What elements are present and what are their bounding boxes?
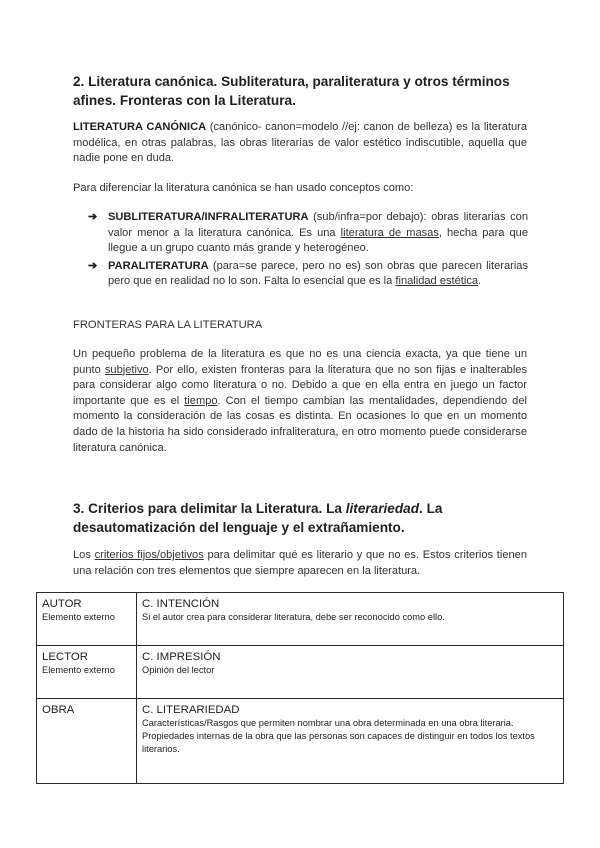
section-2-heading: 2. Literatura canónica. Subliteratura, paraliteratura y otros términos afines. Fronteras con la Literatura.	[73, 74, 510, 108]
fixed-criteria-underlined: criterios fijos/objetivos	[94, 549, 204, 561]
mass-literature-underlined: literatura de masas	[340, 226, 439, 239]
section-3-heading-b: . La	[419, 501, 443, 516]
reader-sub: Elemento externo	[42, 665, 115, 675]
author-label: AUTOR	[42, 598, 82, 610]
impression-description: Opinión del lector	[142, 665, 215, 675]
subliterature-term: SUBLITERATURA/INFRALITERATURA	[108, 211, 309, 223]
fronteras-paragraph	[73, 347, 527, 456]
literariness-label: C. LITERARIEDAD	[142, 704, 240, 716]
author-cell	[37, 593, 137, 646]
subliterature-text-a: (sub/infra=por debajo): obras literarias con valor menor a la literatura canónica. Es una	[108, 211, 528, 239]
section-3-heading-a: 3. Criterios para delimitar la Literatura. La	[73, 501, 346, 516]
criteria-intro-b: para delimitar qué es literario y que no es. Estos criterios tienen una relación con tres elementos que siempre aparecen en la literatura.	[73, 549, 528, 577]
impression-label: C. IMPRESIÓN	[142, 651, 221, 663]
table-row	[37, 699, 564, 784]
paraliterature-term: PARALITERATURA	[108, 259, 209, 272]
arrow-bullet-icon: ➔	[88, 259, 98, 272]
concept-list	[88, 210, 528, 292]
section-3-heading-line2: desautomatización del lenguaje y el extrañamiento.	[73, 520, 405, 535]
literariness-description: Características/Rasgos que permiten nombrar una obra determinada en una obra literaria. Propiedades internas de la obra que las personas son capaces de distinguir en todos los textos literarios.	[142, 718, 535, 754]
criteria-table	[36, 592, 564, 784]
impression-cell	[137, 646, 564, 699]
aesthetic-purpose-underlined: finalidad estética	[395, 275, 479, 288]
table-row	[37, 646, 564, 699]
criteria-intro-a: Los	[73, 549, 95, 561]
paraliterature-text-a: (para=se parece, pero no es) son obras que parecen literarias pero que en realidad no lo son. Falta lo esencial que es la	[108, 259, 528, 288]
author-sub: Elemento externo	[42, 612, 115, 622]
work-cell	[37, 699, 137, 784]
intention-cell	[137, 593, 564, 646]
fronteras-heading: FRONTERAS PARA LA LITERATURA	[73, 319, 263, 331]
list-item	[88, 259, 528, 290]
time-underlined: tiempo	[184, 394, 218, 407]
differentiation-intro: Para diferenciar la literatura canónica se han usado conceptos como:	[73, 182, 414, 194]
canonical-literature-term: LITERATURA CANÓNICA	[73, 121, 207, 133]
canonical-literature-paragraph	[73, 120, 527, 167]
work-label: OBRA	[42, 704, 75, 716]
reader-cell	[37, 646, 137, 699]
intention-label: C. INTENCIÓN	[142, 598, 220, 610]
fronteras-text-3: . Con el tiempo cambian las mentalidades, dependiendo del momento la consideración de las cosas es distinta. En ocasiones lo que en un momento dado de la historia ha sido considerado infraliteratura, en otro momento puede considerarse literatura canónica.	[73, 394, 527, 454]
subjective-underlined: subjetivo	[104, 363, 149, 376]
table-row	[37, 593, 564, 646]
list-item	[88, 210, 528, 257]
arrow-bullet-icon: ➔	[88, 211, 98, 223]
intention-description: Si el autor crea para considerar literatura, debe ser reconocido como ello.	[142, 612, 445, 622]
criteria-intro	[73, 548, 527, 579]
paraliterature-text-b: .	[478, 275, 482, 288]
reader-label: LECTOR	[42, 651, 88, 663]
section-3-heading	[73, 499, 528, 537]
literariness-italic: literariedad	[345, 501, 420, 516]
canonical-literature-definition: (canónico- canon=modelo //ej: canon de belleza) es la literatura modélica, en otras palabras, las obras literarias de valor estético indiscutible, aquella que nadie pone en duda.	[73, 121, 528, 165]
fronteras-text-2: . Por ello, existen fronteras para la literatura que no son fijas e inalterables para considerar algo como literatura o no. Debido a que en ella entra en juego un factor importante que es el	[73, 363, 527, 407]
fronteras-text-1: Un pequeño problema de la literatura es que no es una ciencia exacta, ya que tiene un punto	[73, 348, 527, 376]
literariness-cell	[137, 699, 564, 784]
subliterature-text-b: , hecha para que llegue a un grupo cuanto más grande y heterogéneo.	[108, 226, 529, 255]
